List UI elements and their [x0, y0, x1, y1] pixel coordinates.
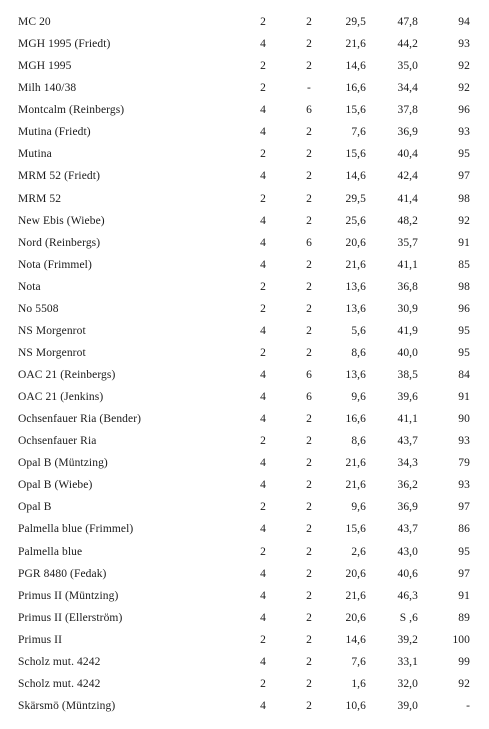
value-cell-3: 14,6	[345, 60, 366, 73]
value-cell-5: 93	[458, 435, 470, 448]
value-cell-1: 2	[260, 60, 266, 73]
value-cell-3: 21,6	[345, 457, 366, 470]
cultivar-name-cell: NS Morgenrot	[18, 346, 86, 359]
value-cell-5: 92	[458, 214, 470, 227]
value-cell-5: 92	[458, 82, 470, 95]
value-cell-3: 20,6	[345, 567, 366, 580]
value-cell-3: 15,6	[345, 104, 366, 117]
value-cell-4: 35,7	[397, 236, 418, 249]
value-cell-4: 48,2	[397, 214, 418, 227]
table-row	[0, 14, 489, 36]
value-cell-5: 98	[458, 192, 470, 205]
value-cell-1: 2	[260, 346, 266, 359]
value-cell-2: 2	[306, 346, 312, 359]
value-cell-5: 97	[458, 501, 470, 514]
value-cell-2: -	[307, 82, 311, 95]
value-cell-3: 9,6	[351, 501, 366, 514]
value-cell-1: 2	[260, 192, 266, 205]
value-cell-4: 40,6	[397, 567, 418, 580]
table-row	[0, 455, 489, 477]
value-cell-4: 43,7	[397, 435, 418, 448]
value-cell-1: 4	[260, 655, 266, 668]
cultivar-name-cell: MGH 1995	[18, 60, 72, 73]
value-cell-1: 2	[260, 302, 266, 315]
table-row	[0, 367, 489, 389]
cultivar-name-cell: OAC 21 (Reinbergs)	[18, 369, 116, 381]
value-cell-4: 36,2	[397, 479, 418, 492]
cultivar-name-cell: Palmella blue (Frimmel)	[18, 523, 134, 536]
value-cell-4: 47,8	[397, 16, 418, 28]
table-row	[0, 588, 489, 610]
value-cell-2: 2	[306, 589, 312, 602]
table-row	[0, 36, 489, 58]
value-cell-4: 37,8	[397, 104, 418, 117]
table-row	[0, 58, 489, 80]
value-cell-5: 98	[458, 280, 470, 293]
table-row	[0, 433, 489, 455]
value-cell-5: 91	[458, 236, 470, 249]
value-cell-3: 16,6	[345, 82, 366, 95]
value-cell-3: 14,6	[345, 170, 366, 183]
value-cell-3: 25,6	[345, 214, 366, 227]
table-row	[0, 499, 489, 521]
value-cell-5: 90	[458, 413, 470, 426]
cultivar-name-cell: MC 20	[18, 16, 51, 28]
value-cell-4: 36,9	[397, 126, 418, 139]
cultivar-name-cell: Mutina (Friedt)	[18, 126, 91, 139]
cultivar-name-cell: Scholz mut. 4242	[18, 677, 101, 690]
value-cell-2: 2	[306, 302, 312, 315]
value-cell-4: 41,1	[397, 258, 418, 271]
value-cell-4: 41,1	[397, 413, 418, 426]
value-cell-4: 44,2	[397, 38, 418, 51]
table-row	[0, 80, 489, 102]
value-cell-4: 36,8	[397, 280, 418, 293]
value-cell-2: 2	[306, 258, 312, 271]
cultivar-name-cell: MGH 1995 (Friedt)	[18, 38, 111, 51]
value-cell-1: 4	[260, 236, 266, 249]
value-cell-1: 4	[260, 523, 266, 536]
table-row	[0, 191, 489, 213]
value-cell-2: 2	[306, 280, 312, 293]
cultivar-name-cell: Primus II	[18, 633, 63, 646]
cultivar-name-cell: Nota	[18, 280, 41, 293]
cultivar-name-cell: PGR 8480 (Fedak)	[18, 567, 107, 580]
cultivar-name-cell: Skärsmö (Müntzing)	[18, 699, 116, 712]
value-cell-1: 2	[260, 435, 266, 448]
value-cell-1: 4	[260, 479, 266, 492]
value-cell-1: 2	[260, 82, 266, 95]
value-cell-3: 15,6	[345, 148, 366, 161]
cultivar-name-cell: Opal B	[18, 501, 52, 514]
value-cell-5: 89	[458, 611, 470, 624]
cultivar-name-cell: MRM 52 (Friedt)	[18, 170, 100, 183]
value-cell-3: 20,6	[345, 611, 366, 624]
value-cell-2: 2	[306, 148, 312, 161]
table-row	[0, 654, 489, 676]
value-cell-1: 2	[260, 677, 266, 690]
value-cell-3: 13,6	[345, 302, 366, 315]
value-cell-5: 95	[458, 545, 470, 558]
value-cell-5: 93	[458, 479, 470, 492]
table-row	[0, 146, 489, 168]
value-cell-2: 6	[306, 369, 312, 381]
value-cell-2: 2	[306, 16, 312, 28]
value-cell-2: 2	[306, 523, 312, 536]
value-cell-2: 2	[306, 214, 312, 227]
value-cell-2: 2	[306, 324, 312, 337]
table-row	[0, 124, 489, 146]
value-cell-3: 21,6	[345, 38, 366, 51]
value-cell-3: 8,6	[351, 435, 366, 448]
cultivar-name-cell: OAC 21 (Jenkins)	[18, 391, 104, 404]
value-cell-4: 40,4	[397, 148, 418, 161]
value-cell-1: 2	[260, 633, 266, 646]
value-cell-4: 43,0	[397, 545, 418, 558]
cultivar-name-cell: Primus II (Ellerström)	[18, 611, 123, 624]
value-cell-4: 42,4	[397, 170, 418, 183]
cultivar-name-cell: No 5508	[18, 302, 59, 315]
value-cell-4: 46,3	[397, 589, 418, 602]
table-row	[0, 566, 489, 588]
value-cell-3: 9,6	[351, 391, 366, 404]
cultivar-name-cell: NS Morgenrot	[18, 324, 86, 337]
value-cell-5: 95	[458, 148, 470, 161]
value-cell-1: 4	[260, 126, 266, 139]
value-cell-5: 92	[458, 677, 470, 690]
cultivar-name-cell: Opal B (Müntzing)	[18, 457, 108, 470]
table-row	[0, 411, 489, 433]
value-cell-5: 91	[458, 391, 470, 404]
table-row	[0, 676, 489, 698]
value-cell-3: 16,6	[345, 413, 366, 426]
value-cell-5: 99	[458, 655, 470, 668]
value-cell-1: 4	[260, 170, 266, 183]
value-cell-4: 39,2	[397, 633, 418, 646]
value-cell-2: 2	[306, 38, 312, 51]
table-row	[0, 323, 489, 345]
value-cell-5: 96	[458, 104, 470, 117]
cultivar-name-cell: Nord (Reinbergs)	[18, 236, 101, 249]
value-cell-2: 2	[306, 170, 312, 183]
value-cell-3: 10,6	[345, 699, 366, 712]
value-cell-2: 2	[306, 501, 312, 514]
data-table	[0, 14, 489, 720]
value-cell-2: 2	[306, 192, 312, 205]
value-cell-1: 4	[260, 457, 266, 470]
table-row	[0, 389, 489, 411]
value-cell-5: 93	[458, 38, 470, 51]
value-cell-3: 7,6	[351, 126, 366, 139]
value-cell-2: 2	[306, 699, 312, 712]
value-cell-3: 7,6	[351, 655, 366, 668]
value-cell-4: 39,0	[397, 699, 418, 712]
value-cell-4: 41,4	[397, 192, 418, 205]
cultivar-name-cell: Palmella blue	[18, 545, 83, 558]
value-cell-3: 20,6	[345, 236, 366, 249]
value-cell-4: 43,7	[397, 523, 418, 536]
value-cell-1: 4	[260, 324, 266, 337]
value-cell-1: 4	[260, 258, 266, 271]
cultivar-name-cell: New Ebis (Wiebe)	[18, 214, 105, 227]
value-cell-5: 85	[458, 258, 470, 271]
value-cell-2: 2	[306, 60, 312, 73]
value-cell-5: 95	[458, 346, 470, 359]
value-cell-3: 21,6	[345, 589, 366, 602]
value-cell-1: 4	[260, 369, 266, 381]
value-cell-1: 2	[260, 501, 266, 514]
value-cell-3: 29,5	[345, 16, 366, 28]
value-cell-1: 2	[260, 148, 266, 161]
value-cell-2: 6	[306, 391, 312, 404]
table-row	[0, 544, 489, 566]
value-cell-1: 2	[260, 16, 266, 28]
value-cell-3: 21,6	[345, 258, 366, 271]
cultivar-name-cell: Milh 140/38	[18, 82, 77, 95]
value-cell-4: S ,6	[399, 611, 418, 624]
value-cell-1: 4	[260, 611, 266, 624]
value-cell-1: 4	[260, 413, 266, 426]
value-cell-2: 2	[306, 633, 312, 646]
value-cell-1: 4	[260, 699, 266, 712]
value-cell-2: 2	[306, 457, 312, 470]
table-row	[0, 632, 489, 654]
value-cell-5: 100	[452, 633, 470, 646]
value-cell-1: 4	[260, 567, 266, 580]
value-cell-2: 2	[306, 545, 312, 558]
value-cell-5: 97	[458, 170, 470, 183]
value-cell-4: 32,0	[397, 677, 418, 690]
value-cell-3: 21,6	[345, 479, 366, 492]
table-row	[0, 102, 489, 124]
cultivar-name-cell: Nota (Frimmel)	[18, 258, 92, 271]
value-cell-5: 84	[458, 369, 470, 381]
value-cell-2: 2	[306, 655, 312, 668]
value-cell-5: 96	[458, 302, 470, 315]
value-cell-5: 79	[458, 457, 470, 470]
value-cell-5: 91	[458, 589, 470, 602]
value-cell-5: 93	[458, 126, 470, 139]
value-cell-3: 14,6	[345, 633, 366, 646]
value-cell-2: 2	[306, 413, 312, 426]
value-cell-2: 6	[306, 236, 312, 249]
table-row	[0, 279, 489, 301]
value-cell-5: 97	[458, 567, 470, 580]
cultivar-name-cell: Ochsenfauer Ria (Bender)	[18, 413, 142, 426]
value-cell-2: 2	[306, 435, 312, 448]
table-row	[0, 521, 489, 543]
value-cell-4: 34,4	[397, 82, 418, 95]
cultivar-name-cell: Mutina	[18, 148, 52, 161]
value-cell-1: 2	[260, 280, 266, 293]
cultivar-name-cell: Ochsenfauer Ria	[18, 435, 97, 448]
value-cell-3: 1,6	[351, 677, 366, 690]
value-cell-4: 30,9	[397, 302, 418, 315]
value-cell-5: 95	[458, 324, 470, 337]
value-cell-2: 2	[306, 677, 312, 690]
cultivar-name-cell: Montcalm (Reinbergs)	[18, 104, 125, 117]
value-cell-2: 2	[306, 126, 312, 139]
value-cell-4: 35,0	[397, 60, 418, 73]
value-cell-1: 4	[260, 589, 266, 602]
value-cell-4: 41,9	[397, 324, 418, 337]
value-cell-4: 33,1	[397, 655, 418, 668]
value-cell-2: 2	[306, 479, 312, 492]
table-row	[0, 610, 489, 632]
value-cell-2: 2	[306, 611, 312, 624]
value-cell-5: 94	[458, 16, 470, 28]
value-cell-1: 4	[260, 38, 266, 51]
value-cell-5: 86	[458, 523, 470, 536]
table-row	[0, 345, 489, 367]
value-cell-3: 5,6	[351, 324, 366, 337]
cultivar-name-cell: Primus II (Müntzing)	[18, 589, 119, 602]
table-row	[0, 213, 489, 235]
value-cell-1: 4	[260, 391, 266, 404]
value-cell-5: -	[466, 699, 470, 712]
table-row	[0, 301, 489, 323]
table-row	[0, 698, 489, 720]
value-cell-4: 39,6	[397, 391, 418, 404]
value-cell-3: 29,5	[345, 192, 366, 205]
value-cell-3: 13,6	[345, 280, 366, 293]
table-row	[0, 257, 489, 279]
value-cell-4: 34,3	[397, 457, 418, 470]
cultivar-name-cell: Opal B (Wiebe)	[18, 479, 93, 492]
value-cell-1: 2	[260, 545, 266, 558]
value-cell-3: 13,6	[345, 369, 366, 381]
table-row	[0, 477, 489, 499]
value-cell-3: 15,6	[345, 523, 366, 536]
value-cell-4: 36,9	[397, 501, 418, 514]
value-cell-2: 6	[306, 104, 312, 117]
table-row	[0, 235, 489, 257]
cultivar-name-cell: MRM 52	[18, 192, 62, 205]
value-cell-3: 2,6	[351, 545, 366, 558]
value-cell-4: 40,0	[397, 346, 418, 359]
value-cell-2: 2	[306, 567, 312, 580]
table-row	[0, 168, 489, 190]
cultivar-name-cell: Scholz mut. 4242	[18, 655, 101, 668]
value-cell-5: 92	[458, 60, 470, 73]
value-cell-1: 4	[260, 104, 266, 117]
value-cell-1: 4	[260, 214, 266, 227]
value-cell-3: 8,6	[351, 346, 366, 359]
value-cell-4: 38,5	[397, 369, 418, 381]
